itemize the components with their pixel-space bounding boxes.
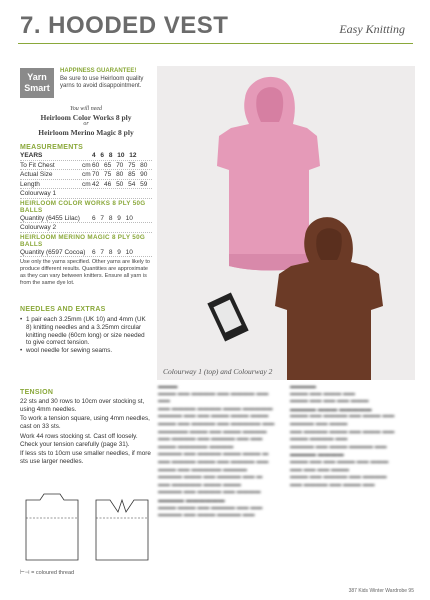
yarn-note: Use only the yarns specified. Other yarns are likely to produce different results. Quantities are approximate as they can vary between knitters. Ensure all yarn is from the same dye lot. (20, 259, 150, 286)
row-values: 60 65 70 75 80 (92, 161, 148, 169)
difficulty-tag: Easy Knitting (339, 22, 405, 36)
need-intro: You will need (69, 106, 103, 112)
yarn-option-2: Heirloom Merino Magic 8 ply (38, 127, 134, 137)
front-outline (96, 500, 148, 560)
needles-section (20, 306, 150, 355)
product-photo (157, 66, 415, 380)
quantity-row (20, 214, 152, 224)
quantity-label: Quantity (6455 Lilac) (20, 214, 80, 222)
cw2-heading: HEIRLOOM MERINO MAGIC 8 PLY 50G BALLS (20, 233, 146, 248)
hooded-vest-illustration (157, 66, 415, 380)
you-will-need (20, 106, 152, 136)
colourway-label: Colourway 1 (20, 189, 152, 199)
row-unit: cm (82, 161, 91, 169)
measurements-block (20, 144, 152, 287)
badge-line-2: Smart (24, 83, 50, 93)
legend-text: coloured thread (35, 570, 75, 576)
row-label: Length (20, 180, 40, 188)
row-unit: cm (82, 180, 91, 188)
yarn-option-1: Heirloom Color Works 8 ply (40, 112, 132, 122)
needles-item: • 1 pair each 3.25mm (UK 10) and 4mm (UK 8) knitting needles and a 3.25mm circular knitting needle (60cm long) or size needed to give correct tension. (20, 316, 150, 347)
needles-heading: NEEDLES AND EXTRAS (20, 306, 106, 313)
measurement-row (20, 180, 152, 190)
blurred-instructions-col-1: ▬▬▬ ▬▬▬ ▬▬ ▬▬▬▬ ▬▬ ▬▬▬▬ ▬▬ ▬▬ ▬▬ ▬▬▬▬ ▬▬▬▬ ▬▬▬ ▬▬▬▬▬ ▬▬▬▬ ▬▬ ▬▬ ▬▬▬ ▬▬▬ ▬▬▬ ▬▬▬ ▬▬ ▬▬▬▬ ▬▬ ▬▬▬▬▬ ▬▬ ▬▬▬▬▬ ▬▬▬ ▬▬ ▬▬▬ ▬▬▬▬ ▬▬ ▬▬▬▬ ▬▬ ▬▬▬▬ ▬▬ ▬▬ ▬▬▬ ▬▬▬▬▬ ▬▬▬▬ ▬▬▬▬ ▬▬ ▬▬▬▬ ▬▬▬ ▬▬▬ ▬ ▬▬ ▬▬▬▬ ▬▬▬ ▬▬ ▬▬▬▬ ▬▬ ▬▬▬ ▬▬ ▬▬▬▬▬ ▬▬▬▬ ▬▬▬▬ ▬▬▬ ▬▬ ▬▬▬▬ ▬▬ ▬ ▬▬ ▬▬▬▬▬ ▬▬▬ ▬▬▬ ▬▬▬▬ ▬▬ ▬▬▬▬ ▬▬ ▬▬▬▬ ▬▬▬▬ ▬▬▬▬▬▬ ▬▬▬ ▬▬▬ ▬▬ ▬▬▬▬ ▬▬ ▬▬ ▬▬▬▬ ▬▬ ▬▬▬ ▬▬▬▬ ▬▬ (158, 383, 275, 519)
quantity-values: 6 7 8 9 10 (92, 214, 133, 222)
blurred-instructions-col-2: ▬▬▬▬ ▬▬▬ ▬▬ ▬▬▬ ▬▬ ▬▬▬ ▬▬ ▬▬ ▬▬ ▬▬▬ ▬▬▬▬ ▬▬▬ ▬▬▬▬▬ ▬▬▬ ▬▬ ▬▬▬▬ ▬▬ ▬▬▬ ▬▬ ▬▬▬▬ ▬▬ ▬▬▬ ▬▬ ▬▬▬▬ ▬▬▬ ▬▬ ▬▬▬ ▬▬ ▬▬▬ ▬▬▬▬ ▬▬ ▬▬▬▬ ▬▬ ▬▬▬ ▬▬▬▬ ▬▬ ▬▬▬▬ ▬▬▬▬ ▬▬▬ ▬▬ ▬▬ ▬▬▬ ▬▬ ▬▬▬ ▬▬ ▬▬ ▬▬ ▬▬▬ ▬▬▬ ▬▬ ▬▬▬▬ ▬▬ ▬▬▬▬ ▬▬ ▬▬▬▬ ▬▬ ▬▬▬ ▬▬ (290, 383, 395, 488)
measurement-row (20, 161, 152, 171)
back-outline (26, 494, 78, 560)
tension-paragraph: Work 44 rows stocking st. Cast off loosely. Check your tension carefully (page 31). (20, 432, 138, 448)
tension-paragraph: If less sts to 10cm use smaller needles, if more sts use larger needles. (20, 450, 151, 465)
coloured-thread-icon: ⊢⊣ (20, 570, 30, 576)
happiness-guarantee (60, 68, 152, 91)
row-label: Actual Size (20, 171, 53, 178)
measurements-heading: MEASUREMENTS (20, 144, 84, 151)
row-values: 4 6 8 10 12 (92, 152, 137, 159)
quantity-row (20, 248, 152, 258)
tension-paragraph: 22 sts and 30 rows to 10cm over stocking st, using 4mm needles. (20, 398, 145, 413)
row-unit: cm (82, 171, 91, 178)
schematic-drawing (20, 490, 155, 565)
yarn-smart-badge (20, 68, 54, 98)
row-label: To Fit Chest (20, 161, 55, 169)
garment-schematic (20, 490, 155, 565)
measurement-row (20, 151, 152, 161)
row-values: 70 75 80 85 90 (92, 171, 148, 178)
need-or: or (83, 121, 89, 127)
cw1-heading: HEIRLOOM COLOR WORKS 8 PLY 50G BALLS (20, 199, 146, 214)
guarantee-text: Be sure to use Heirloom quality yarns to avoid disappointment. (60, 75, 144, 89)
page-footer: 387 Kids Winter Wardrobe 95 (348, 588, 414, 594)
photo-caption: Colourway 1 (top) and Colourway 2 (163, 367, 273, 376)
tension-paragraph: To work a tension square, using 4mm needles, cast on 33 sts. (20, 415, 150, 431)
schematic-legend: ⊢⊣ = coloured thread (20, 570, 75, 576)
row-label: YEARS (20, 152, 43, 159)
needles-list (20, 316, 150, 355)
colourway-label: Colourway 2 (20, 223, 152, 233)
yarn-tag-prop (207, 292, 248, 341)
tension-section (20, 389, 155, 466)
guarantee-heading: HAPPINESS GUARANTEE! (60, 68, 137, 74)
page-header (18, 10, 413, 44)
badge-line-1: Yarn (27, 72, 47, 82)
page-title: 7. HOODED VEST (20, 12, 229, 39)
quantity-values: 6 7 8 9 10 (92, 248, 133, 256)
quantity-label: Quantity (6597 Cocoa) (20, 248, 86, 256)
needles-item: • wool needle for sewing seams. (20, 347, 150, 355)
measurement-row (20, 170, 152, 180)
tension-heading: TENSION (20, 389, 54, 396)
row-values: 42 46 50 54 59 (92, 180, 148, 188)
